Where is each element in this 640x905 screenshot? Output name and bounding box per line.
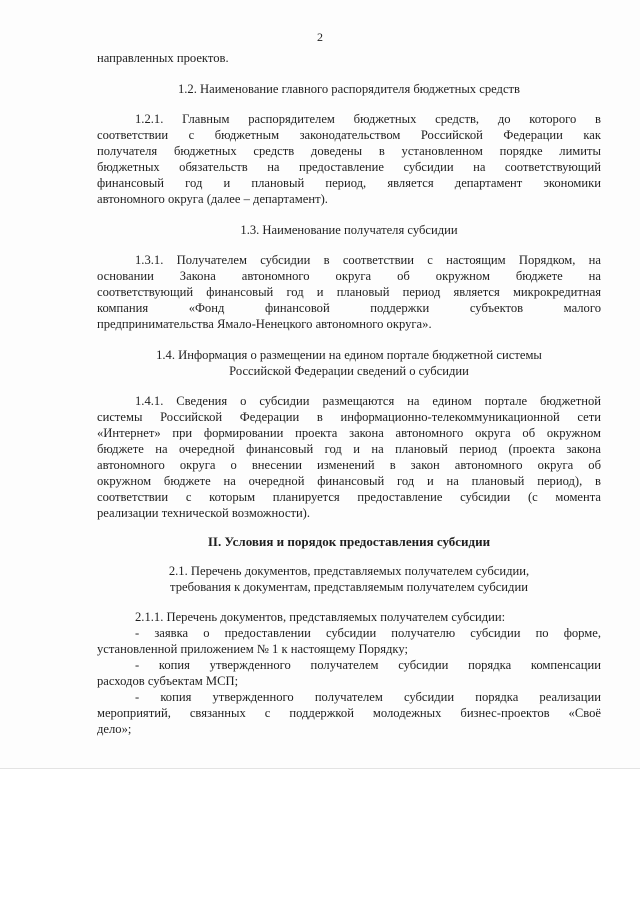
text-line: соответствии с бюджетным законодательством Российской Федерации как: [97, 128, 601, 142]
text-line: установленной приложением № 1 к настоящему Порядку;: [97, 642, 408, 656]
heading-2-1: [97, 563, 601, 595]
text-line: 2.1.1. Перечень документов, представляемых получателем субсидии:: [135, 610, 506, 624]
heading-1-2: 1.2. Наименование главного распорядителя бюджетных средств: [177, 82, 520, 96]
text-line: «Интернет» при формировании проекта закона автономного округа об окружном: [97, 426, 601, 440]
text-line: соответствующий финансовый год и плановый период является микрокредитная: [97, 285, 601, 299]
intro-line: направленных проектов.: [97, 51, 229, 65]
text-line: системы Российской Федерации в информационно-телекоммуникационной сети: [97, 410, 601, 424]
text-line: получателя бюджетных средств доведены в установленном порядке лимиты: [97, 144, 601, 158]
document-body: [97, 50, 601, 737]
text-line: 1.2.1. Главным распорядителем бюджетных средств, до которого в: [135, 112, 601, 126]
text-line: мероприятий, связанных с поддержкой молодежных бизнес-проектов «Своё: [97, 706, 601, 720]
text-line: реализации технической возможности).: [97, 506, 311, 520]
text-line: окружном бюджете на очередной финансовый год и на плановый период), в: [97, 474, 601, 488]
heading-line: 2.1. Перечень документов, представляемых получателем субсидии,: [168, 564, 530, 578]
page-number: 2: [317, 30, 323, 44]
heading-1-4: [97, 347, 601, 379]
heading-line: 1.4. Информация о размещении на едином портале бюджетной системы: [156, 348, 542, 362]
paragraph-1-3-1: [97, 252, 601, 332]
text-line: автономного округа о внесении изменений в закон автономного округа об: [97, 458, 601, 472]
section-2-title: II. Условия и порядок предоставления субсидии: [207, 534, 491, 549]
list-item: - копия утвержденного получателем субсидии порядка компенсации: [135, 658, 601, 672]
paragraph-1-4-1: [97, 393, 601, 521]
text-line: автономного округа (далее – департамент).: [97, 192, 328, 206]
heading-line: требования к документам, представляемым получателем субсидии: [170, 580, 528, 594]
text-line: соответствии с которым планируется предоставление субсидии (с момента: [97, 490, 601, 504]
heading-1-3: 1.3. Наименование получателя субсидии: [240, 223, 458, 237]
heading-line: Российской Федерации сведений о субсидии: [229, 364, 469, 378]
text-line: компания «Фонд финансовой поддержки субъектов малого: [97, 301, 601, 315]
text-line: бюджетных обязательств на предоставление субсидии на соответствующий: [97, 160, 601, 174]
text-line: расходов субъектам МСП;: [97, 674, 239, 688]
text-line: основании Закона автономного округа об окружном бюджете на: [97, 269, 601, 283]
text-line: предпринимательства Ямало-Ненецкого автономного округа».: [97, 317, 432, 331]
list-item: - заявка о предоставлении субсидии получателю субсидии по форме,: [135, 626, 601, 640]
paragraph-2-1-1: [97, 609, 601, 737]
text-line: дело»;: [97, 722, 132, 736]
text-line: финансовый год и плановый период, является департамент экономики: [97, 176, 601, 190]
text-line: 1.4.1. Сведения о субсидии размещаются на едином портале бюджетной: [135, 394, 601, 408]
text-line: 1.3.1. Получателем субсидии в соответствии с настоящим Порядком, на: [135, 253, 601, 267]
text-line: бюджете на очередной финансовый год и на плановый период (проекта закона: [97, 442, 601, 456]
paragraph-1-2-1: [97, 111, 601, 207]
list-item: - копия утвержденного получателем субсидии порядка реализации: [135, 690, 601, 704]
